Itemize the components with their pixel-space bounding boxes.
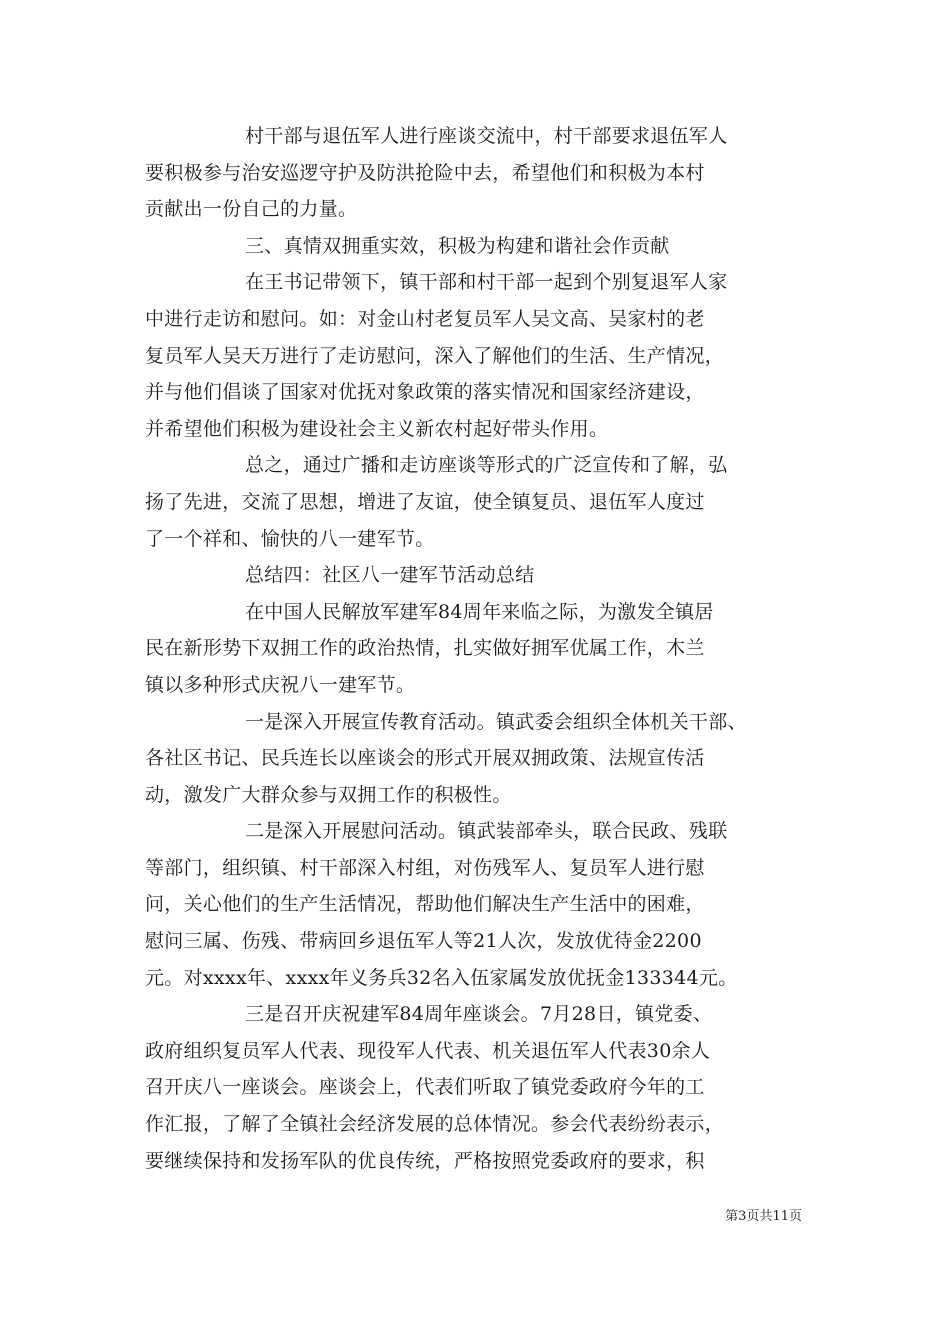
text-line: 总之，通过广播和走访座谈等形式的广泛宣传和了解，弘	[245, 454, 728, 477]
text-line: 等部门，组织镇、村干部深入村组，对伤残军人、复员军人进行慰	[145, 856, 705, 879]
text-line: 政府组织复员军人代表、现役军人代表、机关退伍军人代表30余人	[145, 1039, 711, 1062]
text-line: 民在新形势下双拥工作的政治热情，扎实做好拥军优属工作，木兰	[145, 637, 705, 660]
text-line: 一是深入开展宣传教育活动。镇武委会组织全体机关干部、	[245, 710, 747, 733]
text-line: 在王书记带领下，镇干部和村干部一起到个别复退军人家	[245, 271, 728, 294]
text-line: 并与他们倡谈了国家对优抚对象政策的落实情况和国家经济建设，	[145, 381, 705, 404]
text-line: 要继续保持和发扬军队的优良传统，严格按照党委政府的要求，积	[145, 1149, 705, 1172]
text-line: 中进行走访和慰问。如：对金山村老复员军人吴文高、吴家村的老	[145, 307, 705, 330]
document-body	[145, 118, 810, 1179]
text-line: 动，激发广大群众参与双拥工作的积极性。	[145, 783, 512, 806]
text-line: 二是深入开展慰问活动。镇武装部牵头，联合民政、残联	[245, 820, 728, 843]
page-number: 第3页共11页	[725, 1209, 802, 1224]
text-line: 元。对xxxx年、xxxx年义务兵32名入伍家属发放优抚金133344元。	[145, 966, 738, 989]
summary-heading: 总结四：社区八一建军节活动总结	[245, 564, 535, 587]
text-line: 作汇报，了解了全镇社会经济发展的总体情况。参会代表纷纷表示，	[145, 1113, 725, 1136]
text-line: 复员军人吴天万进行了走访慰问，深入了解他们的生活、生产情况，	[145, 344, 725, 367]
text-line: 并希望他们积极为建设社会主义新农村起好带头作用。	[145, 417, 609, 440]
text-line: 三是召开庆祝建军84周年座谈会。7月28日，镇党委、	[245, 1003, 713, 1026]
text-line: 在中国人民解放军建军84周年来临之际，为激发全镇居	[245, 600, 714, 623]
text-line: 村干部与退伍军人进行座谈交流中，村干部要求退伍军人	[245, 125, 728, 147]
text-line: 各社区书记、民兵连长以座谈会的形式开展双拥政策、法规宣传活	[145, 747, 705, 770]
text-line: 要积极参与治安巡逻守护及防洪抢险中去，希望他们和积极为本村	[145, 161, 705, 184]
section-heading: 三、真情双拥重实效，积极为构建和谐社会作贡献	[245, 234, 670, 257]
text-line: 问，关心他们的生产生活情况，帮助他们解决生产生活中的困难，	[145, 893, 705, 916]
text-line: 贡献出一份自己的力量。	[145, 198, 358, 221]
text-line: 召开庆八一座谈会。座谈会上，代表们听取了镇党委政府今年的工	[145, 1076, 705, 1099]
text-line: 了一个祥和、愉快的八一建军节。	[145, 527, 435, 550]
text-line: 慰问三属、伤残、带病回乡退伍军人等21人次，发放优待金2200	[145, 930, 702, 953]
text-line: 镇以多种形式庆祝八一建军节。	[145, 673, 416, 696]
text-line: 扬了先进，交流了思想，增进了友谊，使全镇复员、退伍军人度过	[145, 490, 705, 513]
